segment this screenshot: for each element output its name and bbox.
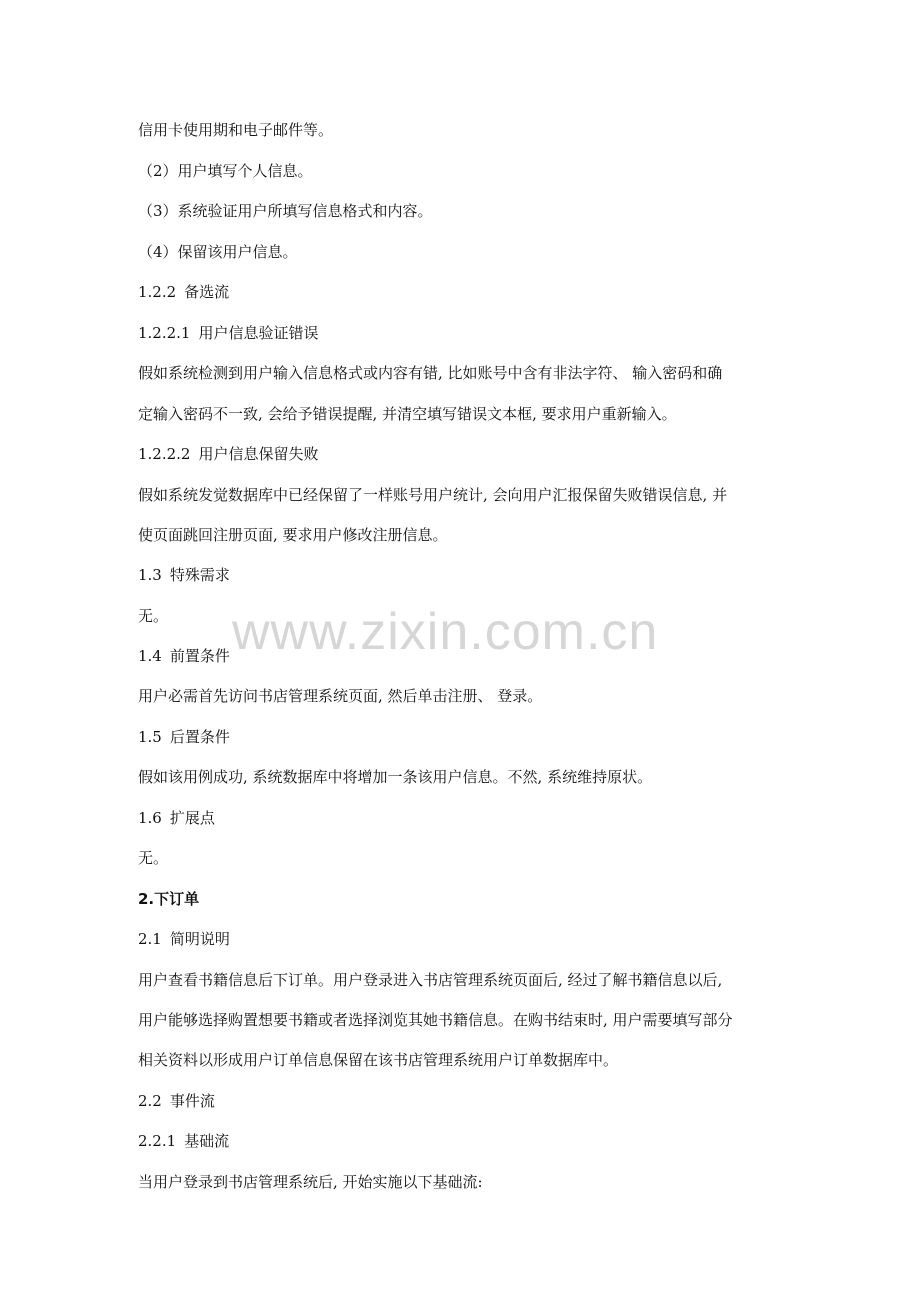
paragraph-line: 用户能够选择购置想要书籍或者选择浏览其她书籍信息。在购书结束时, 用户需要填写部分 [138,1011,733,1029]
heading-1-2-2: 1.2.2 备选流 [138,283,230,301]
paragraph-line: 相关资料以形成用户订单信息保留在该书店管理系统用户订单数据库中。 [138,1051,619,1069]
paragraph-line: 假如系统检测到用户输入信息格式或内容有错, 比如账号中含有非法字符、 输入密码和确 [138,364,723,382]
heading-1-5: 1.5 后置条件 [138,728,230,746]
heading-2-2-1: 2.2.1 基础流 [138,1132,230,1150]
section-heading-2: 2.下订单 [138,890,200,908]
step-4: （4）保留该用户信息。 [138,243,298,261]
paragraph-line: 定输入密码不一致, 会给予错误提醒, 并清空填写错误文本框, 要求用户重新输入。 [138,405,677,423]
heading-1-2-2-1: 1.2.2.1 用户信息验证错误 [138,324,319,342]
paragraph-line: 用户查看书籍信息后下订单。用户登录进入书店管理系统页面后, 经过了解书籍信息以后, [138,971,723,989]
paragraph-line: 用户必需首先访问书店管理系统页面, 然后单击注册、 登录。 [138,687,543,705]
step-3: （3）系统验证用户所填写信息格式和内容。 [138,202,433,220]
paragraph-line: 无。 [138,849,169,867]
paragraph-line: 当用户登录到书店管理系统后, 开始实施以下基础流: [138,1173,483,1191]
heading-1-2-2-2: 1.2.2.2 用户信息保留失败 [138,445,319,463]
heading-1-3: 1.3 特殊需求 [138,566,230,584]
watermark: www.zixin.com.cn [232,603,659,661]
paragraph-line: 使页面跳回注册页面, 要求用户修改注册信息。 [138,526,448,544]
paragraph-continuation: 信用卡使用期和电子邮件等。 [138,121,334,139]
heading-2-1: 2.1 简明说明 [138,930,230,948]
paragraph-line: 假如该用例成功, 系统数据库中将增加一条该用户信息。不然, 系统维持原状。 [138,768,653,786]
paragraph-line: 假如系统发觉数据库中已经保留了一样账号用户统计, 会向用户汇报保留失败错误信息, 并 [138,486,728,504]
heading-2-2: 2.2 事件流 [138,1092,215,1110]
paragraph-line: 无。 [138,607,169,625]
heading-1-4: 1.4 前置条件 [138,647,230,665]
step-2: （2）用户填写个人信息。 [138,162,313,180]
heading-1-6: 1.6 扩展点 [138,809,215,827]
